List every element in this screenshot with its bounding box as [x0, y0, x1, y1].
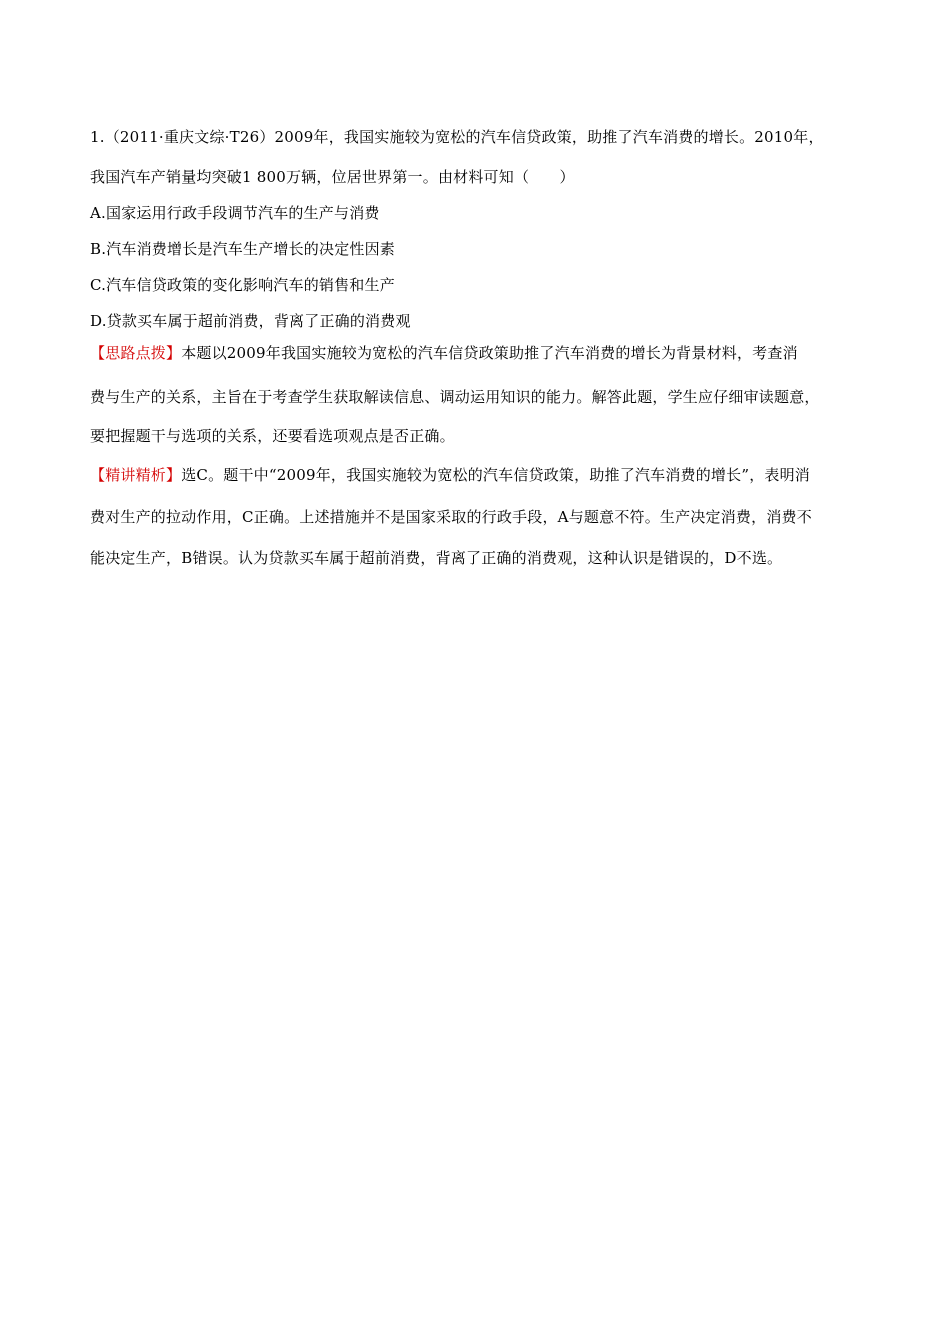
- question-stem-line-1: 1.（2011·重庆文综·T26）2009年，我国实施较为宽松的汽车信贷政策，助推了汽车消费的增长。2010年，: [90, 128, 824, 146]
- analysis-text-1: 选C。题干中“2009年，我国实施较为宽松的汽车信贷政策，助推了汽车消费的增长”，表明消: [181, 466, 810, 484]
- option-a: A.国家运用行政手段调节汽车的生产与消费: [90, 204, 380, 222]
- hint-line-3: 要把握题干与选项的关系，还要看选项观点是否正确。: [90, 427, 455, 445]
- option-d: D.贷款买车属于超前消费，背离了正确的消费观: [90, 312, 411, 330]
- analysis-tag: 【精讲精析】: [90, 466, 182, 484]
- analysis-line-1: [90, 465, 810, 485]
- hint-text-1: 本题以2009年我国实施较为宽松的汽车信贷政策助推了汽车消费的增长为背景材料，考查消: [181, 344, 798, 362]
- analysis-line-3: 能决定生产，B错误。认为贷款买车属于超前消费，背离了正确的消费观，这种认识是错误的，D不选。: [90, 549, 783, 567]
- hint-line-2: 费与生产的关系，主旨在于考查学生获取解读信息、调动运用知识的能力。解答此题，学生应仔细审读题意，: [90, 388, 820, 406]
- question-stem-line-2: 我国汽车产销量均突破1 800万辆，位居世界第一。由材料可知（ ）: [90, 168, 575, 186]
- option-b: B.汽车消费增长是汽车生产增长的决定性因素: [90, 240, 395, 258]
- hint-tag: 【思路点拨】: [90, 344, 182, 362]
- analysis-line-2: 费对生产的拉动作用，C正确。上述措施并不是国家采取的行政手段，A与题意不符。生产决定消费，消费不: [90, 508, 812, 526]
- hint-line-1: [90, 343, 798, 363]
- option-c: C.汽车信贷政策的变化影响汽车的销售和生产: [90, 276, 395, 294]
